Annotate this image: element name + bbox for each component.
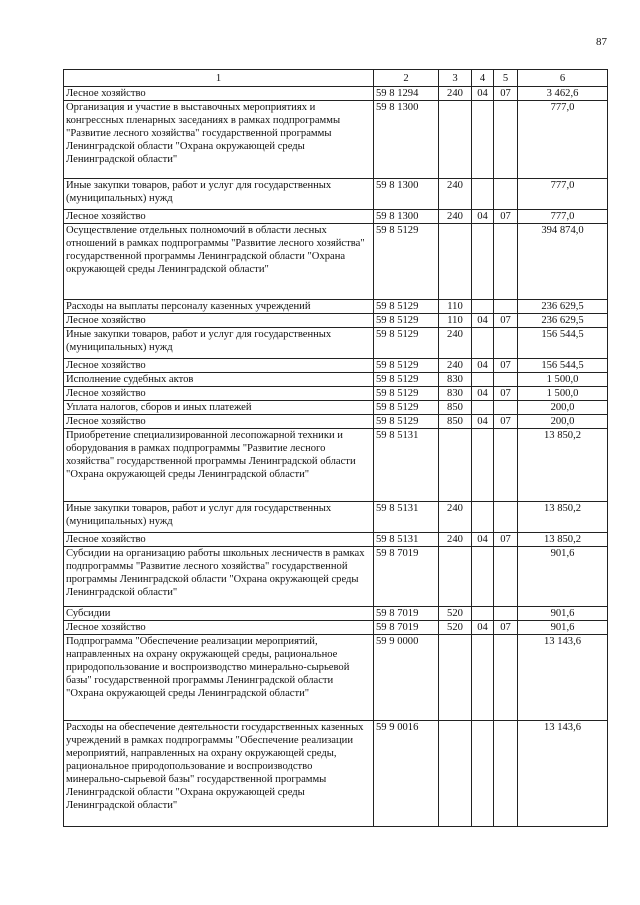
row-code: 59 8 1300 xyxy=(374,210,439,224)
row-name: Субсидии xyxy=(64,607,374,621)
row-code: 59 8 7019 xyxy=(374,621,439,635)
row-section xyxy=(472,224,494,300)
row-code: 59 8 5129 xyxy=(374,314,439,328)
row-code: 59 8 5129 xyxy=(374,328,439,359)
row-subsection: 07 xyxy=(494,314,518,328)
row-sum: 901,6 xyxy=(518,547,608,607)
row-sum: 777,0 xyxy=(518,179,608,210)
row-expense-type: 240 xyxy=(439,359,472,373)
table-row xyxy=(64,314,608,328)
row-sum: 13 143,6 xyxy=(518,635,608,721)
row-code: 59 8 1294 xyxy=(374,87,439,101)
row-section xyxy=(472,401,494,415)
row-expense-type: 110 xyxy=(439,300,472,314)
row-expense-type: 520 xyxy=(439,607,472,621)
row-name: Лесное хозяйство xyxy=(64,387,374,401)
row-code: 59 8 5131 xyxy=(374,533,439,547)
row-section: 04 xyxy=(472,533,494,547)
row-name: Лесное хозяйство xyxy=(64,359,374,373)
row-sum: 1 500,0 xyxy=(518,387,608,401)
row-sum: 394 874,0 xyxy=(518,224,608,300)
col-header-2: 2 xyxy=(374,70,439,87)
row-subsection xyxy=(494,101,518,179)
col-header-6: 6 xyxy=(518,70,608,87)
row-subsection: 07 xyxy=(494,533,518,547)
row-sum: 236 629,5 xyxy=(518,314,608,328)
row-name: Иные закупки товаров, работ и услуг для государственных (муниципальных) нужд xyxy=(64,179,374,210)
row-name: Расходы на обеспечение деятельности государственных казенных учреждений в рамках подпрограммы "Обеспечение реализации мероприятий, направленных на охрану окружающей среды, рациональное природопользование и воспроизводство минерально-сырьевой базы" государственной программы Ленинградской области "Охрана окружающей среды Ленинградской области" xyxy=(64,721,374,827)
row-subsection xyxy=(494,547,518,607)
row-sum: 13 850,2 xyxy=(518,502,608,533)
row-code: 59 8 5129 xyxy=(374,387,439,401)
budget-table xyxy=(63,69,608,827)
table-row xyxy=(64,328,608,359)
table-row xyxy=(64,533,608,547)
row-name: Приобретение специализированной лесопожарной техники и оборудования в рамках подпрограммы "Развитие лесного хозяйства" государственной программы Ленинградской области "Охрана окружающей среды Ленинградской области" xyxy=(64,429,374,502)
table-row xyxy=(64,300,608,314)
row-subsection xyxy=(494,300,518,314)
row-section xyxy=(472,328,494,359)
row-subsection: 07 xyxy=(494,415,518,429)
row-section: 04 xyxy=(472,87,494,101)
table-row xyxy=(64,359,608,373)
row-expense-type xyxy=(439,429,472,502)
row-section xyxy=(472,635,494,721)
row-code: 59 9 0000 xyxy=(374,635,439,721)
row-sum: 901,6 xyxy=(518,607,608,621)
row-name: Исполнение судебных актов xyxy=(64,373,374,387)
row-code: 59 9 0016 xyxy=(374,721,439,827)
row-sum: 236 629,5 xyxy=(518,300,608,314)
row-sum: 13 850,2 xyxy=(518,533,608,547)
row-section: 04 xyxy=(472,359,494,373)
row-sum: 777,0 xyxy=(518,101,608,179)
row-expense-type: 520 xyxy=(439,621,472,635)
row-sum: 156 544,5 xyxy=(518,328,608,359)
row-section xyxy=(472,373,494,387)
row-section xyxy=(472,721,494,827)
row-code: 59 8 7019 xyxy=(374,547,439,607)
table-row xyxy=(64,101,608,179)
row-subsection xyxy=(494,328,518,359)
row-name: Лесное хозяйство xyxy=(64,415,374,429)
col-header-4: 4 xyxy=(472,70,494,87)
table-row xyxy=(64,429,608,502)
row-subsection xyxy=(494,502,518,533)
row-sum: 3 462,6 xyxy=(518,87,608,101)
row-subsection xyxy=(494,429,518,502)
row-code: 59 8 5129 xyxy=(374,359,439,373)
row-expense-type xyxy=(439,101,472,179)
row-section xyxy=(472,179,494,210)
row-section: 04 xyxy=(472,415,494,429)
row-name: Лесное хозяйство xyxy=(64,314,374,328)
col-header-1: 1 xyxy=(64,70,374,87)
table-row xyxy=(64,179,608,210)
table-row xyxy=(64,401,608,415)
table-row xyxy=(64,87,608,101)
row-expense-type xyxy=(439,547,472,607)
table-row xyxy=(64,607,608,621)
row-expense-type: 240 xyxy=(439,502,472,533)
row-section: 04 xyxy=(472,621,494,635)
row-section: 04 xyxy=(472,314,494,328)
header-row xyxy=(64,70,608,87)
row-code: 59 8 5129 xyxy=(374,300,439,314)
table-row xyxy=(64,210,608,224)
row-section xyxy=(472,607,494,621)
table-row xyxy=(64,635,608,721)
row-expense-type: 850 xyxy=(439,415,472,429)
row-section xyxy=(472,300,494,314)
row-code: 59 8 1300 xyxy=(374,101,439,179)
row-sum: 156 544,5 xyxy=(518,359,608,373)
row-sum: 200,0 xyxy=(518,415,608,429)
row-sum: 777,0 xyxy=(518,210,608,224)
row-code: 59 8 5131 xyxy=(374,429,439,502)
table-row xyxy=(64,502,608,533)
row-subsection xyxy=(494,401,518,415)
row-name: Осуществление отдельных полномочий в области лесных отношений в рамках подпрограммы "Развитие лесного хозяйства" государственной программы Ленинградской области "Охрана окружающей среды Ленинградской области" xyxy=(64,224,374,300)
row-name: Уплата налогов, сборов и иных платежей xyxy=(64,401,374,415)
row-expense-type xyxy=(439,635,472,721)
row-subsection xyxy=(494,179,518,210)
row-subsection: 07 xyxy=(494,87,518,101)
row-code: 59 8 5131 xyxy=(374,502,439,533)
row-subsection xyxy=(494,373,518,387)
table-row xyxy=(64,373,608,387)
row-name: Лесное хозяйство xyxy=(64,210,374,224)
row-section: 04 xyxy=(472,210,494,224)
row-subsection: 07 xyxy=(494,359,518,373)
row-name: Лесное хозяйство xyxy=(64,533,374,547)
row-subsection: 07 xyxy=(494,621,518,635)
row-name: Субсидии на организацию работы школьных лесничеств в рамках подпрограммы "Развитие лесного хозяйства" государственной программы Ленинградской области "Охрана окружающей среды Ленинградской области" xyxy=(64,547,374,607)
row-sum: 200,0 xyxy=(518,401,608,415)
row-expense-type: 240 xyxy=(439,87,472,101)
table-row xyxy=(64,387,608,401)
table-row xyxy=(64,721,608,827)
row-code: 59 8 5129 xyxy=(374,401,439,415)
row-expense-type xyxy=(439,224,472,300)
col-header-3: 3 xyxy=(439,70,472,87)
row-subsection xyxy=(494,224,518,300)
row-section xyxy=(472,502,494,533)
row-expense-type xyxy=(439,721,472,827)
row-code: 59 8 1300 xyxy=(374,179,439,210)
row-subsection: 07 xyxy=(494,210,518,224)
table-row xyxy=(64,415,608,429)
row-section: 04 xyxy=(472,387,494,401)
row-name: Лесное хозяйство xyxy=(64,621,374,635)
row-name: Иные закупки товаров, работ и услуг для государственных (муниципальных) нужд xyxy=(64,328,374,359)
row-expense-type: 110 xyxy=(439,314,472,328)
page-number: 87 xyxy=(596,36,607,48)
col-header-5: 5 xyxy=(494,70,518,87)
row-expense-type: 830 xyxy=(439,373,472,387)
row-code: 59 8 5129 xyxy=(374,373,439,387)
row-expense-type: 240 xyxy=(439,328,472,359)
row-section xyxy=(472,429,494,502)
row-expense-type: 240 xyxy=(439,210,472,224)
row-expense-type: 830 xyxy=(439,387,472,401)
row-code: 59 8 7019 xyxy=(374,607,439,621)
row-subsection: 07 xyxy=(494,387,518,401)
row-sum: 13 143,6 xyxy=(518,721,608,827)
row-name: Организация и участие в выставочных мероприятиях и конгрессных пленарных заседаниях в рамках подпрограммы "Развитие лесного хозяйства" государственной программы Ленинградской области "Охрана окружающей среды Ленинградской области" xyxy=(64,101,374,179)
row-section xyxy=(472,547,494,607)
row-code: 59 8 5129 xyxy=(374,224,439,300)
row-name: Подпрограмма "Обеспечение реализации мероприятий, направленных на охрану окружающей среды, рациональное природопользование и воспроизводство минерально-сырьевой базы" государственной программы Ленинградской области "Охрана окружающей среды Ленинградской области" xyxy=(64,635,374,721)
row-name: Расходы на выплаты персоналу казенных учреждений xyxy=(64,300,374,314)
row-sum: 1 500,0 xyxy=(518,373,608,387)
row-sum: 13 850,2 xyxy=(518,429,608,502)
row-subsection xyxy=(494,607,518,621)
row-sum: 901,6 xyxy=(518,621,608,635)
row-expense-type: 240 xyxy=(439,533,472,547)
row-name: Иные закупки товаров, работ и услуг для государственных (муниципальных) нужд xyxy=(64,502,374,533)
row-subsection xyxy=(494,635,518,721)
table-row xyxy=(64,547,608,607)
row-expense-type: 240 xyxy=(439,179,472,210)
row-section xyxy=(472,101,494,179)
row-name: Лесное хозяйство xyxy=(64,87,374,101)
row-expense-type: 850 xyxy=(439,401,472,415)
table-row xyxy=(64,621,608,635)
table-row xyxy=(64,224,608,300)
row-subsection xyxy=(494,721,518,827)
row-code: 59 8 5129 xyxy=(374,415,439,429)
